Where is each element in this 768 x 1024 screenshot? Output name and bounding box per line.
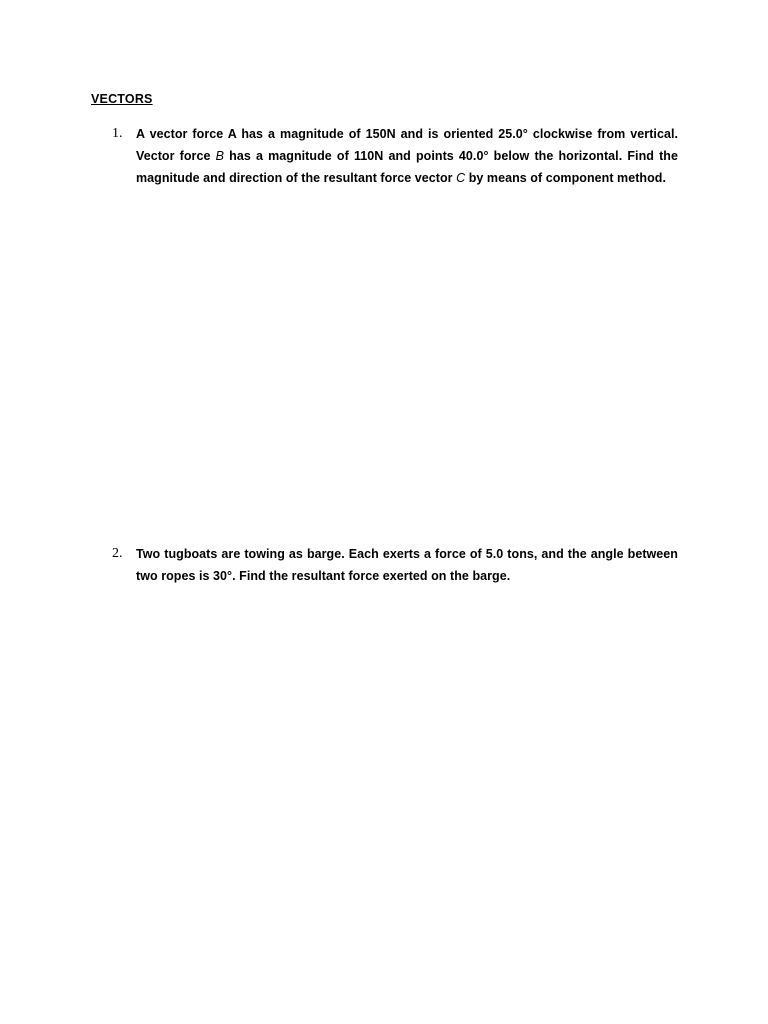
vector-c-symbol: C	[456, 171, 466, 185]
question-text: Two tugboats are towing as barge. Each exerts a force of 5.0 tons, and the angle between two ropes is 30°. Find the resultant force exerted on the barge.	[136, 547, 678, 583]
page-heading: VECTORS	[91, 92, 153, 106]
question-text	[136, 123, 678, 189]
question-number: 2.	[112, 546, 123, 561]
question-text-part: A vector force A has a magnitude of 150N and is oriented 25.0° clockwise from vertical. Vector force	[136, 127, 678, 163]
question-text-part: has a magnitude of 110N and points 40.0° below the horizontal. Find the magnitude and direction of the resultant force vector	[136, 149, 678, 185]
question-number: 1.	[112, 126, 123, 141]
vector-b-symbol: B	[215, 149, 225, 163]
question-text-part: by means of component method.	[465, 171, 667, 185]
